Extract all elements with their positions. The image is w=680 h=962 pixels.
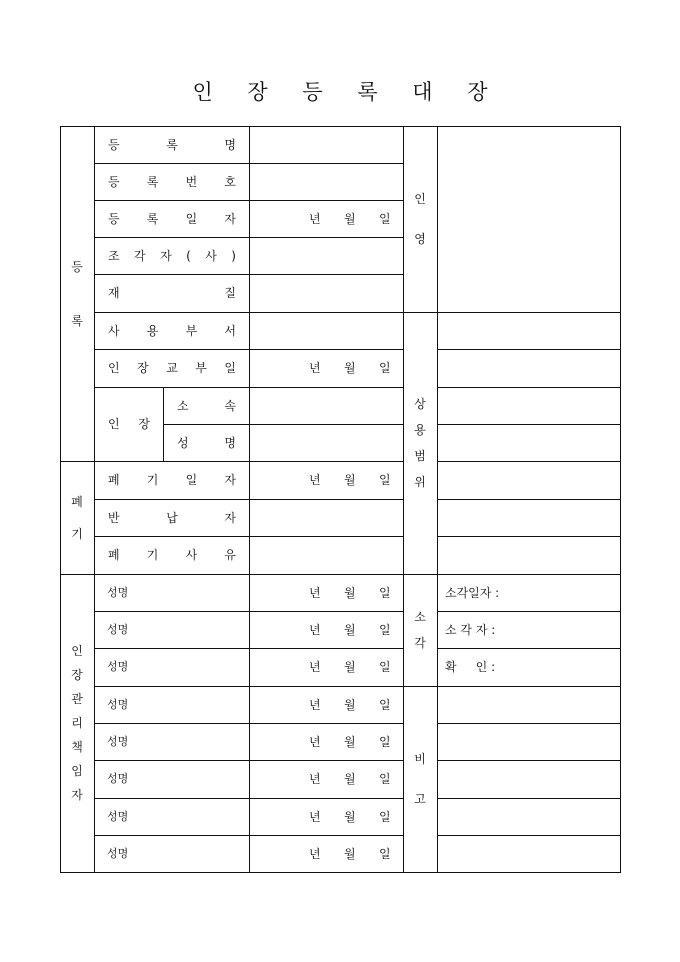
label-reg-date-char: 일: [185, 211, 198, 226]
label-issue-date-char: 부: [195, 361, 207, 375]
label-dispose-date: [108, 473, 236, 487]
label-reg-name-char: 록: [166, 137, 178, 152]
label-engraver-char: 자: [160, 248, 172, 263]
label-dispose-date-char: 일: [185, 473, 198, 487]
label-seal: [108, 417, 150, 431]
dispose-date-day: 일: [379, 473, 391, 487]
label-dispose-date-char: 폐: [108, 473, 120, 487]
label-dispose-reason: [108, 548, 236, 562]
issue-date-year: 년: [309, 361, 321, 375]
grid-line: [94, 723, 404, 724]
manager-date-day: 일: [379, 772, 391, 786]
grid-line: [94, 798, 404, 799]
grid-line: [94, 499, 404, 500]
manager-date-month: 월: [344, 734, 356, 749]
group-dispose-char: 폐: [71, 494, 83, 509]
label-engraver-char: 사: [205, 248, 217, 263]
carving-info-line: 소각일자 :: [445, 585, 500, 600]
label-dept-char: 사: [108, 323, 120, 338]
grid-line: [437, 648, 621, 649]
label-returner-char: 납: [166, 510, 178, 525]
reg-date-year: 년: [309, 211, 321, 226]
group-seal-image-char: 인: [414, 192, 426, 206]
grid-line: [94, 237, 404, 238]
manager-date-month: 월: [344, 660, 356, 674]
page-title: 인 장 등 록 대 장: [192, 80, 502, 104]
group-usage-scope-char: 위: [414, 475, 426, 489]
grid-line: [437, 835, 621, 836]
label-material-char: 재: [108, 286, 120, 300]
manager-date-day: 일: [379, 585, 391, 600]
manager-date-day: 일: [379, 622, 391, 637]
grid-line: [60, 461, 95, 462]
grid-line: [94, 461, 404, 462]
group-carving-char: 각: [414, 636, 426, 650]
label-reg-name: [108, 138, 236, 152]
manager-name-label: 성명: [107, 734, 129, 748]
label-issue-date-char: 교: [166, 361, 178, 375]
label-engraver-char: 조: [108, 248, 120, 263]
label-dispose-date-char: 자: [224, 473, 236, 487]
manager-date-year: 년: [309, 622, 321, 637]
grid-line: [60, 126, 621, 127]
manager-name-label: 성명: [107, 697, 129, 711]
group-remarks-char: 비: [414, 752, 426, 766]
label-dispose-reason-char: 사: [185, 548, 198, 562]
group-usage-scope-char: 상: [414, 397, 426, 411]
label-reg-no-char: 번: [185, 174, 198, 189]
manager-name-label: 성명: [107, 772, 129, 785]
manager-name-label: 성명: [107, 660, 129, 673]
label-engraver-char: ): [231, 248, 236, 263]
group-manager-char: 관: [71, 692, 83, 706]
manager-date-day: 일: [379, 734, 391, 749]
grid-line: [60, 574, 95, 575]
group-register-char: 록: [71, 313, 83, 328]
group-remarks-char: 고: [414, 792, 426, 806]
grid-line: [94, 274, 404, 275]
grid-line: [94, 163, 404, 164]
manager-name-label: 성명: [107, 809, 129, 823]
label-reg-no-char: 호: [224, 174, 236, 189]
group-manager: [60, 644, 94, 802]
label-affiliation: [177, 399, 236, 413]
grid-line: [437, 611, 621, 612]
label-engraver-char: 각: [134, 248, 146, 263]
grid-line: [94, 387, 404, 388]
group-usage-scope-char: 범: [414, 449, 426, 463]
grid-line: [437, 760, 621, 761]
manager-date-month: 월: [344, 772, 356, 786]
grid-line: [60, 872, 621, 873]
manager-name-label: 성명: [107, 585, 129, 599]
grid-line: [94, 200, 404, 201]
manager-date-month: 월: [344, 622, 356, 637]
reg-date-month: 월: [344, 211, 356, 226]
group-carving: [403, 610, 437, 650]
label-issue-date-char: 장: [137, 361, 149, 375]
label-reg-date-char: 자: [224, 211, 236, 226]
grid-line: [437, 798, 621, 799]
group-usage-scope: [403, 397, 437, 489]
grid-line: [437, 499, 621, 500]
group-usage-scope-char: 용: [414, 423, 426, 437]
label-returner: [108, 511, 236, 525]
grid-line: [94, 574, 404, 575]
label-returner-char: 자: [224, 510, 236, 525]
manager-date-year: 년: [309, 846, 321, 861]
label-reg-no: [108, 175, 236, 189]
grid-line: [94, 536, 404, 537]
label-engraver-char: (: [186, 248, 191, 263]
dispose-date-month: 월: [344, 473, 356, 487]
label-dispose-reason-char: 유: [224, 548, 236, 562]
manager-date-month: 월: [344, 697, 356, 712]
group-seal-image: [403, 192, 437, 246]
label-material-char: 질: [224, 286, 236, 300]
grid-line: [403, 312, 621, 313]
label-dispose-reason-char: 기: [146, 548, 159, 562]
issue-date-day: 일: [379, 361, 391, 375]
manager-date-year: 년: [309, 585, 321, 600]
label-name: [177, 436, 236, 450]
manager-date-year: 년: [309, 809, 321, 824]
manager-date-month: 월: [344, 846, 356, 861]
carving-info-line: 확 인 :: [445, 660, 496, 674]
manager-date-day: 일: [379, 660, 391, 674]
grid-line: [94, 312, 404, 313]
label-issue-date: [108, 361, 236, 375]
label-issue-date-char: 인: [108, 361, 120, 375]
label-dept-char: 서: [224, 323, 236, 338]
label-reg-no-char: 록: [146, 174, 159, 189]
grid-line: [94, 611, 404, 612]
label-reg-name-char: 명: [224, 137, 236, 152]
manager-date-year: 년: [309, 734, 321, 749]
label-name-char: 성: [177, 435, 189, 450]
group-manager-char: 리: [71, 716, 83, 730]
manager-date-year: 년: [309, 697, 321, 712]
group-remarks: [403, 752, 437, 806]
grid-line: [437, 349, 621, 350]
grid-line: [94, 835, 404, 836]
label-material: [108, 286, 236, 300]
group-dispose: [60, 495, 94, 541]
label-reg-date-char: 등: [108, 211, 120, 226]
grid-line: [163, 387, 164, 462]
grid-line: [437, 424, 621, 425]
manager-date-year: 년: [309, 772, 321, 786]
manager-date-year: 년: [309, 660, 321, 674]
grid-line: [403, 574, 621, 575]
carving-info-line: 소 각 자 :: [445, 622, 496, 637]
label-affiliation-char: 소: [177, 398, 189, 413]
grid-line: [94, 760, 404, 761]
grid-line: [94, 349, 404, 350]
label-seal-char: 장: [138, 417, 150, 431]
manager-date-day: 일: [379, 697, 391, 712]
label-issue-date-char: 일: [224, 361, 236, 375]
manager-date-day: 일: [379, 809, 391, 824]
group-seal-image-char: 영: [414, 232, 426, 246]
manager-date-day: 일: [379, 846, 391, 861]
grid-line: [94, 648, 404, 649]
label-returner-char: 반: [108, 510, 120, 525]
reg-date-day: 일: [379, 211, 391, 226]
group-register-char: 등: [71, 259, 83, 274]
label-reg-date: [108, 212, 236, 226]
label-reg-name-char: 등: [108, 137, 120, 152]
grid-line: [403, 686, 621, 687]
label-affiliation-char: 속: [224, 398, 236, 413]
dispose-date-year: 년: [309, 473, 321, 487]
label-engraver: [108, 249, 236, 263]
label-seal-char: 인: [108, 417, 120, 431]
grid-line: [94, 686, 404, 687]
label-dept-char: 부: [185, 323, 198, 338]
group-manager-char: 장: [71, 668, 83, 682]
manager-date-month: 월: [344, 585, 356, 600]
grid-line: [437, 387, 621, 388]
label-reg-date-char: 록: [146, 211, 159, 226]
issue-date-month: 월: [344, 361, 356, 375]
label-name-char: 명: [224, 435, 236, 450]
group-manager-char: 책: [71, 740, 83, 754]
label-dept: [108, 324, 236, 338]
label-reg-no-char: 등: [108, 174, 120, 189]
group-manager-char: 자: [71, 788, 83, 802]
label-dept-char: 용: [146, 323, 159, 338]
group-dispose-char: 기: [71, 526, 83, 541]
grid-line: [437, 536, 621, 537]
grid-line: [437, 461, 621, 462]
group-manager-char: 임: [71, 764, 83, 778]
manager-name-label: 성명: [107, 622, 129, 636]
manager-name-label: 성명: [107, 846, 129, 860]
group-register: [60, 260, 94, 328]
label-dispose-date-char: 기: [146, 473, 159, 487]
group-carving-char: 소: [414, 610, 426, 624]
grid-line: [163, 424, 404, 425]
grid-line: [437, 723, 621, 724]
group-manager-char: 인: [71, 644, 83, 658]
manager-date-month: 월: [344, 809, 356, 824]
label-dispose-reason-char: 폐: [108, 548, 120, 562]
